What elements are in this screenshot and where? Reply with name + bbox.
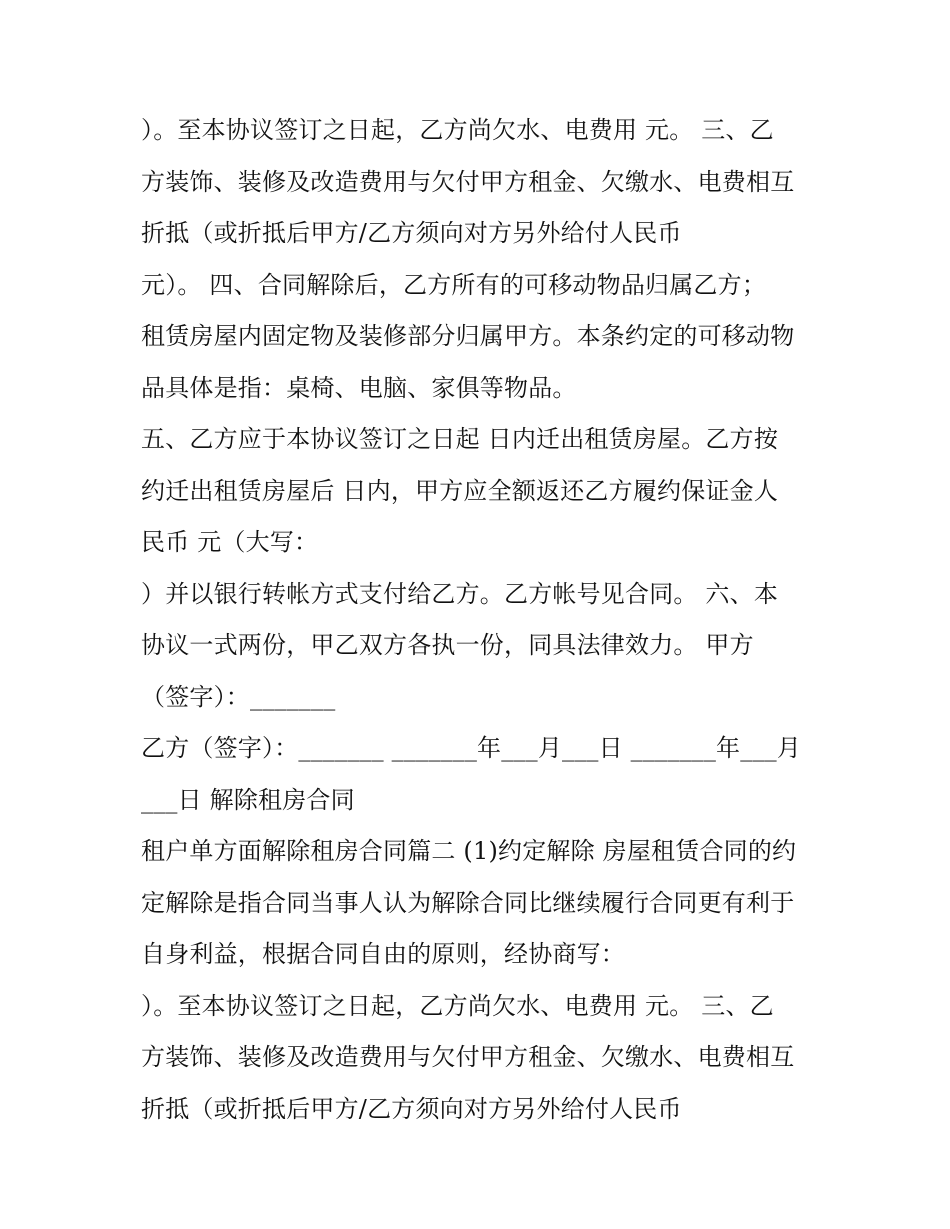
text-line: （签字）：_______: [141, 682, 336, 711]
text-line: 方装饰、装修及改造费用与欠付甲方租金、欠缴水、电费相互: [141, 167, 795, 196]
text-line: 方装饰、装修及改造费用与欠付甲方租金、欠缴水、电费相互: [141, 1043, 795, 1071]
text-line: 品具体是指：桌椅、电脑、家俱等物品。: [141, 373, 577, 402]
text-line: 租户单方面解除租房合同篇二 (1)约定解除 房屋租赁合同的约: [141, 837, 797, 865]
text-line: 约迁出租赁房屋后 日内，甲方应全额返还乙方履约保证金人: [141, 476, 779, 505]
text-line: 五、乙方应于本协议签订之日起 日内迁出租赁房屋。乙方按: [141, 425, 779, 453]
text-line: 乙方（签字）：_______ _______年___月___日 _______年___月: [141, 734, 802, 762]
text-line: 折抵（或折抵后甲方/乙方须向对方另外给付人民币: [141, 1094, 682, 1123]
body-text: [141, 105, 821, 1135]
text-line: 协议一式两份，甲乙双方各执一份，同具法律效力。 甲方: [141, 631, 754, 659]
text-line: ）。至本协议签订之日起，乙方尚欠水、电费用 元。 三、乙: [141, 116, 774, 144]
text-line: 民币 元（大写：: [141, 528, 319, 556]
text-line: ）并以银行转帐方式支付给乙方。乙方帐号见合同。 六、本: [141, 579, 779, 608]
text-line: ）。至本协议签订之日起，乙方尚欠水、电费用 元。 三、乙: [141, 991, 774, 1020]
text-line: 元）。 四、合同解除后，乙方所有的可移动物品归属乙方；: [141, 270, 767, 299]
text-line: ___日 解除租房合同: [141, 785, 355, 814]
text-line: 折抵（或折抵后甲方/乙方须向对方另外给付人民币: [141, 219, 682, 247]
text-line: 租赁房屋内固定物及装修部分归属甲方。本条约定的可移动物: [141, 322, 795, 350]
text-line: 定解除是指合同当事人认为解除合同比继续履行合同更有利于: [141, 888, 795, 917]
text-line: 自身利益，根据合同自由的原则，经协商写：: [141, 940, 625, 968]
